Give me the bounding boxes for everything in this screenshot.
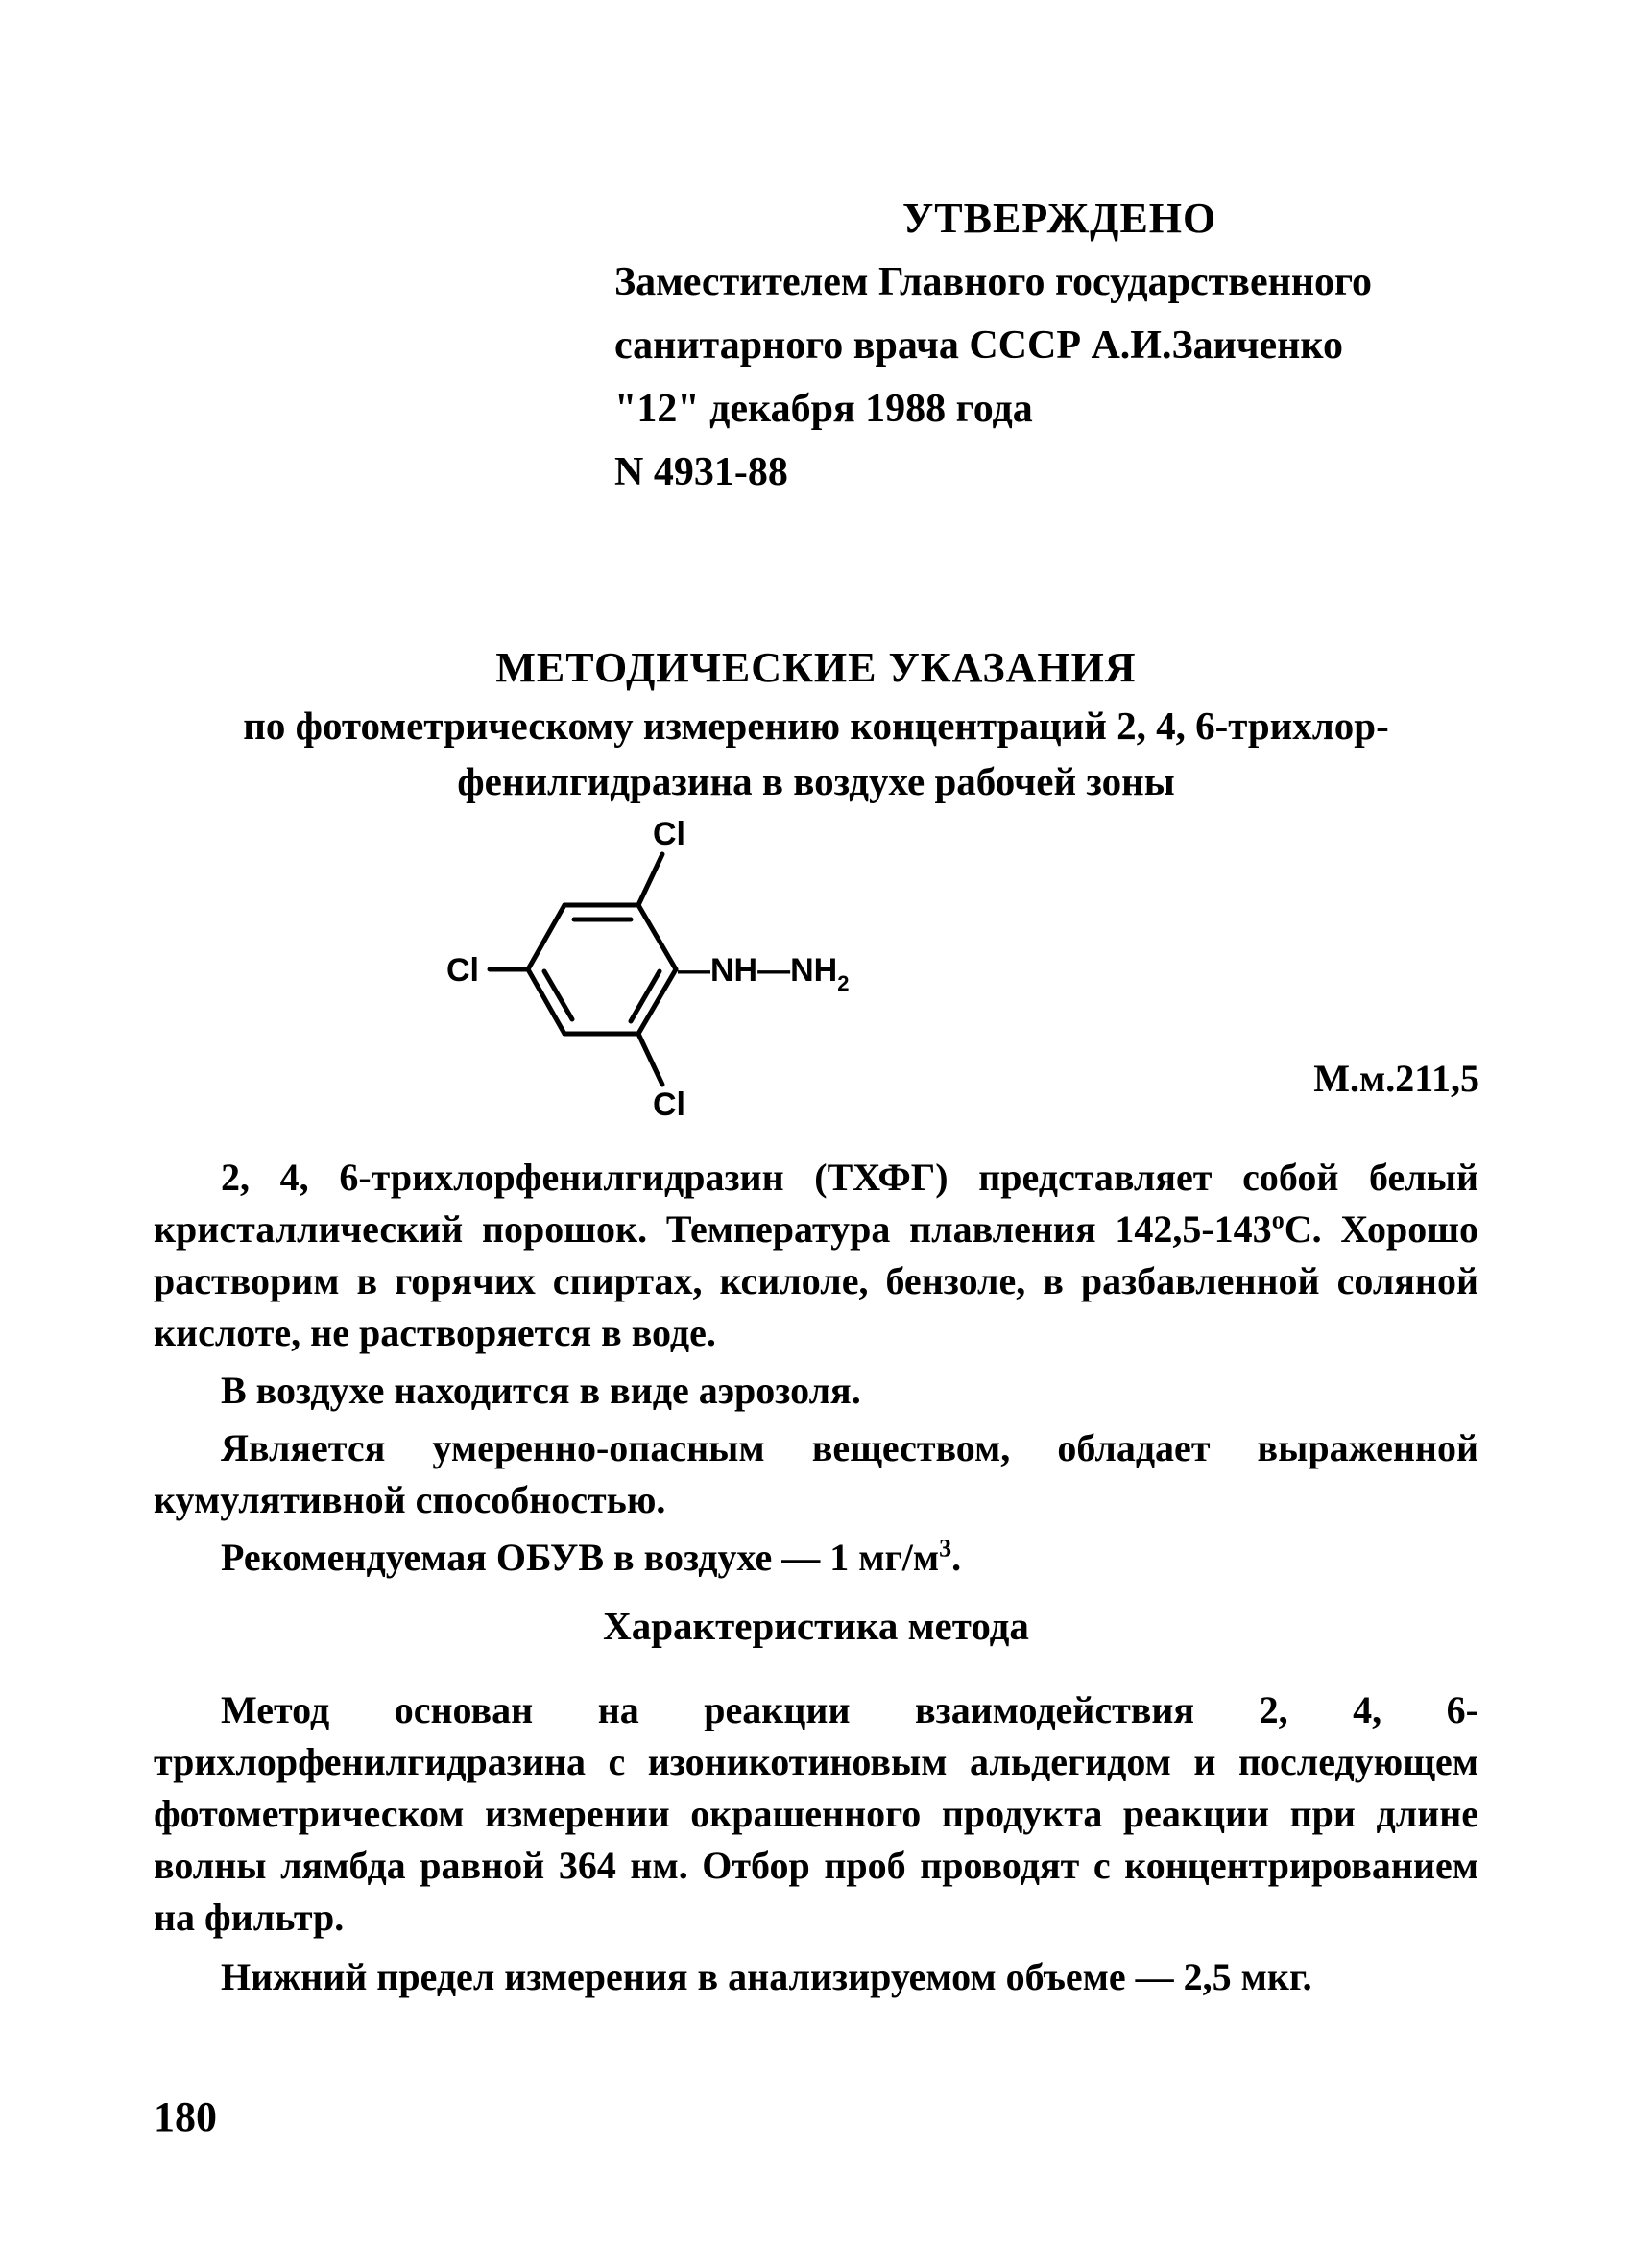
- paragraph: Является умеренно-опасным веществом, обладает выраженной кумулятивной способностью.: [154, 1426, 1478, 1521]
- approval-heading: УТВЕРЖДЕНО: [902, 195, 1217, 242]
- structural-formula: [394, 806, 931, 1133]
- paragraph: Метод основан на реакции взаимодействия 2, 4, 6-трихлорфенилгидразина с изоникотиновым альдегидом и последующем фотометрическом измерении окрашенного продукта реакции при длине волны лямбда равной 364 нм. Отбор проб проводят с концентрированием на фильтр.: [154, 1688, 1478, 1939]
- approval-line: "12" декабря 1988 года: [614, 387, 1033, 431]
- page-number: 180: [154, 2093, 217, 2140]
- ring-bond: [638, 905, 676, 969]
- section-heading: Характеристика метода: [603, 1604, 1029, 1648]
- ring-double-bond: [631, 971, 660, 1021]
- document-subtitle-line: по фотометрическому измерению концентраций 2, 4, 6-трихлор-: [243, 704, 1389, 748]
- paragraph: Рекомендуемая ОБУВ в воздухе — 1 $мг/м^3$.: [221, 1534, 962, 1579]
- atom-top-cl: Cl: [653, 816, 685, 852]
- paragraph: 2, 4, 6-трихлорфенилгидразин (ТХФГ) представляет собой белый кристаллический порошок. Температура плавления $142,5-143^оС$. Хорошо растворим в горячих спиртах, ксилоле, бензоле, в разбавленной соляной кислоте, не растворяется в воде.: [154, 1156, 1478, 1354]
- document-title-block: [144, 638, 1488, 809]
- approval-block: [614, 187, 1555, 504]
- bond-to-bottom-cl: [638, 1034, 662, 1085]
- paragraph: Нижний предел измерения в анализируемом объеме — 2,5 мкг.: [221, 1955, 1312, 1998]
- approval-line: санитарного врача СССР А.И.Заиченко: [614, 323, 1344, 368]
- ring-double-bond: [544, 971, 572, 1019]
- method-section: [154, 1684, 1478, 2003]
- structural-formula-diagram: [394, 806, 931, 1133]
- atom-left-cl: Cl: [446, 952, 479, 989]
- approval-line: N 4931-88: [614, 450, 788, 494]
- paragraph: В воздухе находится в виде аэрозоля.: [221, 1369, 861, 1412]
- bond-to-top-cl: [638, 854, 662, 905]
- document-subtitle-line: фенилгидразина в воздухе рабочей зоны: [457, 759, 1175, 803]
- molar-mass: М.м.211,5: [1313, 1057, 1479, 1100]
- atom-bottom-cl: Cl: [653, 1086, 685, 1123]
- document-title: МЕТОДИЧЕСКИЕ УКАЗАНИЯ: [495, 644, 1137, 691]
- ring-bond: [528, 905, 564, 969]
- description-section: [154, 1152, 1478, 1584]
- substituent-nh-nh2: $—NH—NH_2$: [678, 952, 850, 995]
- approval-line: Заместителем Главного государственного: [614, 260, 1373, 304]
